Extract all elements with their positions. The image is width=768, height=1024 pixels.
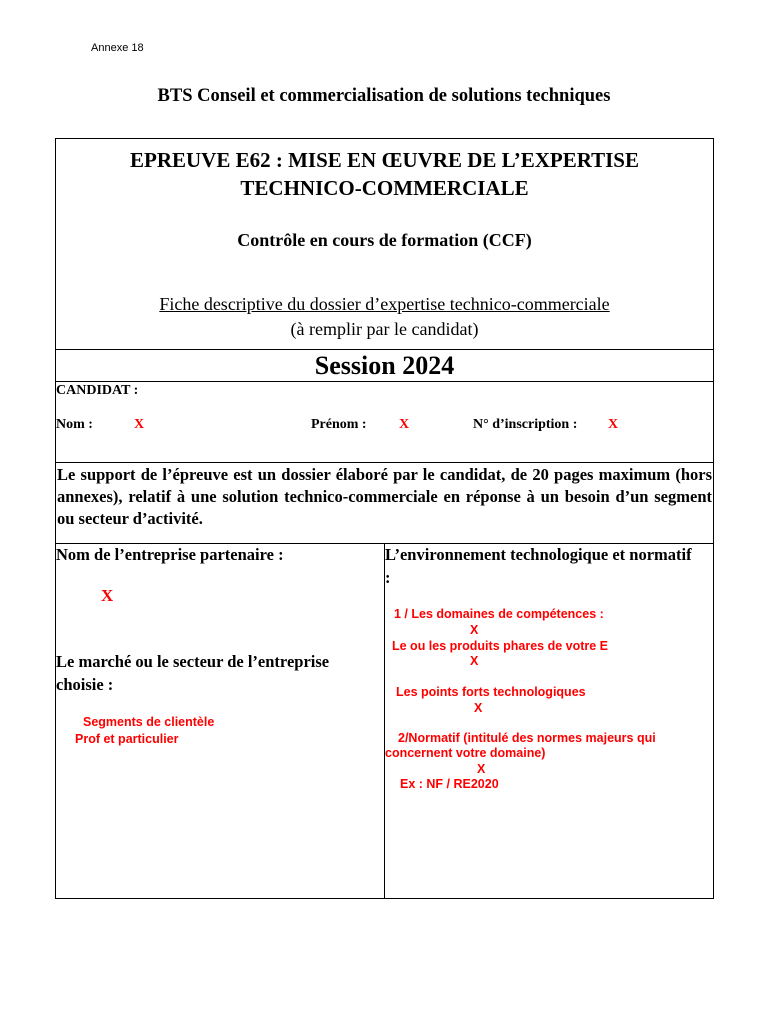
fiche-title: Fiche descriptive du dossier d’expertise technico-commerciale	[159, 294, 610, 314]
produits-text[interactable]: Le ou les produits phares de votre E	[392, 639, 609, 653]
prenom-value[interactable]: X	[399, 417, 410, 432]
entreprise-label: Nom de l’entreprise partenaire :	[56, 545, 284, 564]
normatif-text-2[interactable]: concernent votre domaine)	[385, 746, 546, 760]
header-block	[56, 139, 713, 350]
epreuve-title	[56, 146, 713, 202]
normatif-text-1[interactable]: 2/Normatif (intitulé des normes majeurs qui	[398, 731, 656, 745]
points-x[interactable]: X	[474, 701, 483, 715]
annexe-label: Annexe 18	[91, 42, 144, 54]
prof-text[interactable]: Prof et particulier	[75, 732, 179, 746]
support-block	[56, 463, 713, 544]
normatif-x[interactable]: X	[477, 762, 486, 776]
nom-label: Nom :	[56, 417, 93, 432]
candidat-block	[56, 382, 713, 463]
right-column	[385, 544, 713, 898]
entreprise-value[interactable]: X	[101, 586, 114, 605]
fiche-description	[56, 292, 713, 342]
document-title: BTS Conseil et commercialisation de solutions techniques	[157, 86, 611, 106]
domaines-x[interactable]: X	[470, 623, 479, 637]
left-column	[56, 544, 384, 898]
epreuve-line-2: TECHNICO-COMMERCIALE	[240, 176, 529, 200]
points-text[interactable]: Les points forts technologiques	[396, 685, 586, 699]
marche-label: Le marché ou le secteur de l’entreprise choisie :	[56, 652, 330, 694]
remplir-note: (à remplir par le candidat)	[290, 319, 479, 339]
inscription-label: N° d’inscription :	[473, 417, 578, 432]
form-frame	[55, 138, 714, 899]
prenom-label: Prénom :	[311, 417, 367, 432]
details-block	[56, 544, 713, 898]
candidat-label: CANDIDAT :	[56, 383, 139, 398]
produits-x[interactable]: X	[470, 654, 479, 668]
inscription-value[interactable]: X	[608, 417, 619, 432]
environnement-label: L’environnement technologique et normatif :	[385, 545, 692, 587]
segments-text[interactable]: Segments de clientèle	[83, 715, 215, 729]
session-block	[56, 350, 713, 382]
ccf-subtitle: Contrôle en cours de formation (CCF)	[237, 230, 532, 250]
session-title: Session 2024	[314, 351, 455, 380]
nom-value[interactable]: X	[134, 417, 145, 432]
exemple-text[interactable]: Ex : NF / RE2020	[400, 777, 499, 791]
support-description: Le support de l’épreuve est un dossier élaboré par le candidat, de 20 pages maximum (hors annexes), relatif à une solution technico-commerciale en réponse à un besoin d’un segment ou secteur d’activité.	[57, 465, 712, 528]
domaines-text[interactable]: 1 / Les domaines de compétences :	[394, 607, 604, 621]
epreuve-line-1: EPREUVE E62 : MISE EN ŒUVRE DE L’EXPERTISE	[130, 148, 639, 172]
